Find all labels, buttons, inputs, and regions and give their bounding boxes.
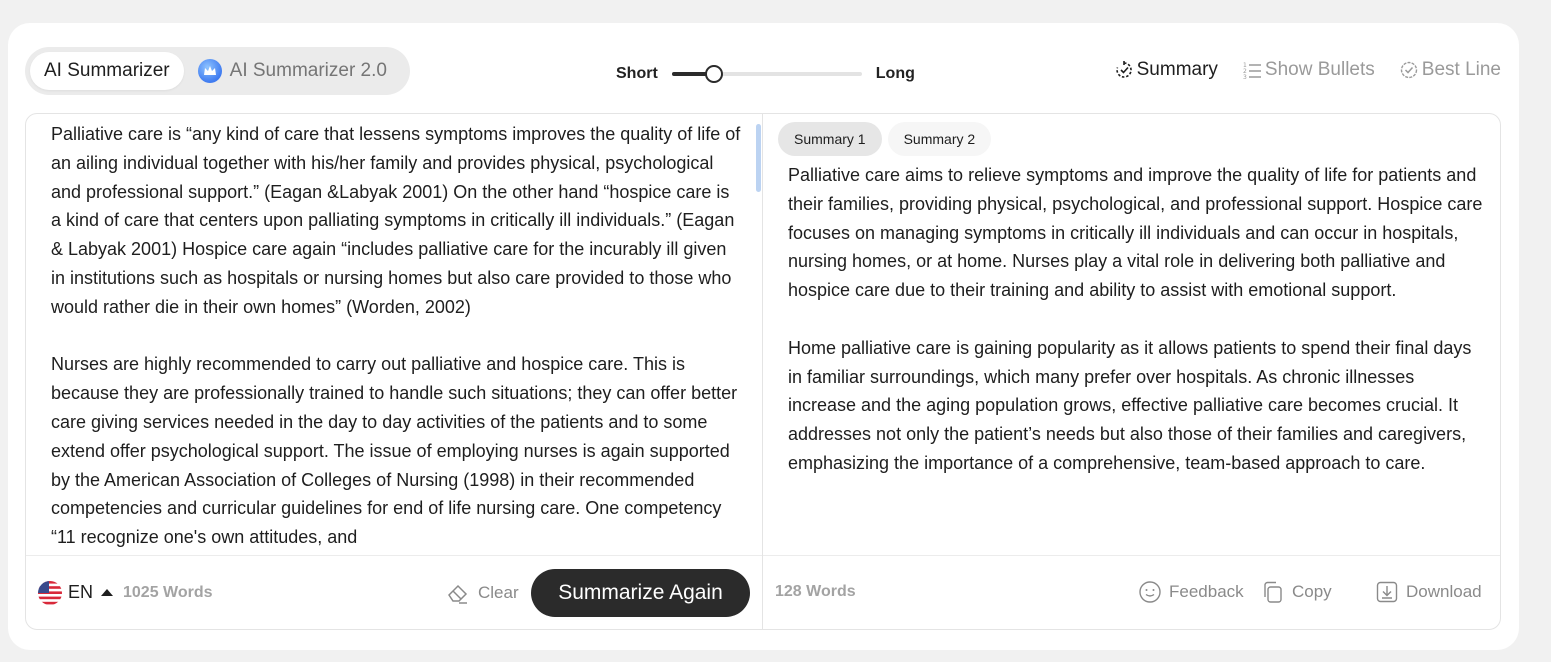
feedback-label: Feedback bbox=[1169, 582, 1244, 601]
crown-icon bbox=[198, 59, 222, 83]
svg-text:1: 1 bbox=[1242, 62, 1247, 69]
editor-panels bbox=[25, 113, 1501, 630]
input-panel bbox=[26, 114, 763, 629]
best-line-button[interactable] bbox=[1399, 59, 1501, 81]
output-footer bbox=[763, 555, 1501, 629]
show-bullets-button[interactable] bbox=[1242, 59, 1375, 81]
mode-toggle bbox=[25, 47, 410, 95]
copy-icon bbox=[1261, 580, 1285, 604]
length-slider[interactable] bbox=[672, 64, 862, 84]
long-label: Long bbox=[875, 65, 915, 82]
output-panel bbox=[763, 114, 1501, 629]
svg-text:3: 3 bbox=[1242, 74, 1247, 80]
length-control bbox=[616, 61, 915, 87]
best-line-label: Best Line bbox=[1421, 59, 1501, 80]
summarizer-card bbox=[8, 23, 1519, 650]
smiley-icon bbox=[1138, 580, 1162, 604]
feedback-button[interactable] bbox=[1138, 580, 1244, 604]
copy-button[interactable] bbox=[1261, 580, 1332, 604]
summary-paragraph: Palliative care aims to relieve symptoms and improve the quality of life for patients and their families, providing physical, psychological, and professional support. Hospice care focuses on managing symptoms in critically ill individuals and can occur in hospitals, nursing homes, or at home. Nurses play a vital role in delivering both palliative and hospice care due to their training and ability to assist with emotional support. bbox=[788, 165, 1483, 301]
summarize-again-button[interactable]: Summarize Again bbox=[531, 569, 750, 617]
bullets-icon bbox=[1242, 60, 1262, 80]
input-footer bbox=[26, 555, 762, 629]
input-word-count: 1025 Words bbox=[123, 583, 213, 601]
summary-tabs bbox=[778, 122, 991, 156]
input-paragraph: Palliative care is “any kind of care that lessens symptoms improves the quality of life of an ailing individual together with his/her family and provides physical, psychological and professional support.” (Eagan &Labyak 2001) On the other hand “hospice care is a kind of care that centers upon palliating symptoms in critically ill individuals.” (Eagan & Labyak 2001) Hospice care again “includes palliative care for the incurably ill given in institutions such as hospitals or nursing homes but also care provided to those who would rather die in their own homes” (Worden, 2002) bbox=[51, 124, 741, 317]
summary-view-button[interactable] bbox=[1114, 59, 1218, 81]
eraser-icon bbox=[446, 581, 470, 605]
slider-thumb[interactable] bbox=[705, 65, 723, 83]
language-code: EN bbox=[68, 582, 94, 602]
short-label: Short bbox=[616, 65, 658, 82]
copy-label: Copy bbox=[1292, 582, 1332, 601]
download-button[interactable] bbox=[1375, 580, 1482, 604]
summary-output bbox=[788, 161, 1483, 556]
input-scrollbar[interactable] bbox=[756, 124, 761, 192]
download-icon bbox=[1375, 580, 1399, 604]
svg-text:2: 2 bbox=[1242, 68, 1247, 75]
badge-check-icon bbox=[1399, 60, 1419, 80]
view-options bbox=[1114, 59, 1501, 81]
output-word-count: 128 Words bbox=[775, 583, 856, 600]
tab-summary-2[interactable]: Summary 2 bbox=[888, 122, 992, 156]
summary-view-label: Summary bbox=[1136, 59, 1218, 80]
summary-paragraph: Home palliative care is gaining popularity as it allows patients to spend their final days in familiar surroundings, which many prefer over hospitals. As chronic illnesses increase and the aging population grows, effective palliative care becomes crucial. It addresses not only the patient’s needs but also those of their families and caregivers, emphasizing the importance of a comprehensive, team-based approach to care. bbox=[788, 337, 1472, 473]
clear-button[interactable] bbox=[446, 581, 519, 605]
language-selector[interactable] bbox=[38, 581, 113, 605]
download-label: Download bbox=[1406, 582, 1482, 601]
clear-label: Clear bbox=[478, 582, 519, 602]
summary-icon bbox=[1114, 60, 1134, 80]
ai-summarizer-tab[interactable]: AI Summarizer bbox=[30, 52, 184, 90]
us-flag-icon bbox=[38, 581, 62, 605]
show-bullets-label: Show Bullets bbox=[1264, 59, 1375, 80]
caret-up-icon bbox=[101, 589, 113, 596]
input-text-area[interactable] bbox=[51, 120, 741, 557]
tab-summary-1[interactable]: Summary 1 bbox=[778, 122, 882, 156]
input-paragraph: Nurses are highly recommended to carry out palliative and hospice care. This is because they are professionally trained to handle such situations; they can offer better care giving services needed in the day to day activities of the patients and to some extend offer psychological support. The issue of employing nurses is again supported by the American Association of Colleges of Nursing (1998) in their recommended competencies and curricular guidelines for end of life nursing care. One competency “11 recognize one's own attitudes, and bbox=[51, 354, 738, 548]
ai-summarizer-2-tab[interactable] bbox=[184, 52, 401, 90]
ai-summarizer-2-label: AI Summarizer 2.0 bbox=[229, 60, 387, 81]
